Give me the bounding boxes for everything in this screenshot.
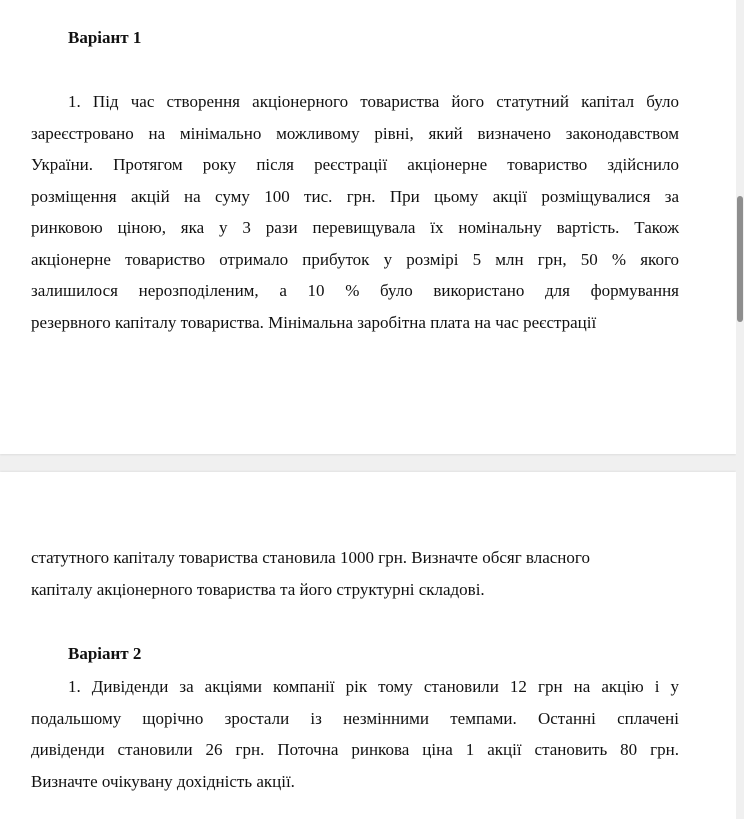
- document-page-2: [0, 472, 736, 819]
- vertical-scrollbar[interactable]: [736, 0, 744, 819]
- paragraph-line: 1. Дивіденди за акціями компанії рік тому становили 12 грн на акцію і у: [68, 677, 679, 696]
- paragraph-line: Визначте очікувану дохідність акції.: [31, 771, 295, 791]
- paragraph-line: залишилося нерозподіленим, а 10 % було використано для формування: [31, 281, 679, 300]
- paragraph-line: розміщення акцій на суму 100 тис. грн. При цьому акції розміщувалися за: [31, 186, 679, 206]
- variant-1-task-1-continuation: [31, 542, 679, 605]
- paragraph-line: резервного капіталу товариства. Мінімальна заробітна плата на час реєстрації: [31, 312, 597, 332]
- paragraph-line: статутного капіталу товариства становила 1000 грн. Визначте обсяг власного: [31, 548, 590, 567]
- variant-2-task-1-paragraph: [31, 671, 679, 797]
- variant-1-task-1-paragraph: [31, 86, 679, 338]
- paragraph-line: капіталу акціонерного товариства та його структурні складові.: [31, 579, 485, 599]
- paragraph-line: акціонерне товариство отримало прибуток у розмірі 5 млн грн, 50 % якого: [31, 249, 679, 269]
- paragraph-line: 1. Під час створення акціонерного товариства його статутний капітал було: [68, 92, 679, 111]
- paragraph-line: дивіденди становили 26 грн. Поточна ринкова ціна 1 акції становить 80 грн.: [31, 740, 679, 759]
- scrollbar-thumb[interactable]: [737, 196, 743, 322]
- paragraph-line: ринковою ціною, яка у 3 рази перевищувала їх номінальну вартість. Також: [31, 218, 679, 237]
- variant-2-heading: Варіант 2: [68, 644, 142, 663]
- paragraph-line: України. Протягом року після реєстрації акціонерне товариство здійснило: [31, 155, 679, 174]
- paragraph-line: зареєстровано на мінімально можливому рівні, який визначено законодавством: [31, 123, 679, 143]
- variant-1-heading: Варіант 1: [68, 28, 142, 47]
- paragraph-line: подальшому щорічно зростали із незмінними темпами. Останні сплачені: [31, 708, 679, 728]
